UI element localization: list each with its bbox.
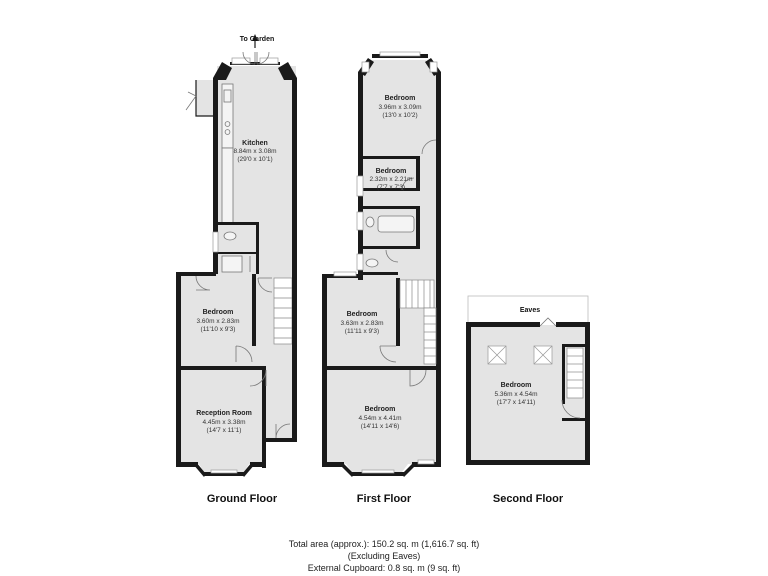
small-bedroom-name: Bedroom [375, 168, 407, 175]
mid-bedroom-metric: 3.63m x 2.83m [340, 320, 384, 327]
ground-bedroom-imperial: (11'10 x 9'3) [200, 326, 236, 333]
rear-bedroom-imperial: (13'0 x 10'2) [382, 112, 418, 119]
front-bedroom-metric: 4.54m x 4.41m [358, 415, 402, 422]
kitchen-imperial: (29'0 x 10'1) [237, 156, 273, 163]
mid-bedroom-imperial: (11'11 x 9'3) [344, 328, 380, 335]
external-cupboard-text: External Cupboard: 0.8 sq. m (9 sq. ft) [307, 563, 461, 573]
kitchen-metric: 8.84m x 3.08m [233, 148, 277, 155]
second-stairs [567, 348, 583, 398]
second-bedroom-name: Bedroom [500, 382, 532, 389]
second-floor-label: Second Floor [492, 493, 564, 505]
first-floor-label: First Floor [356, 493, 412, 505]
kitchen-name: Kitchen [242, 140, 268, 147]
ground-bedroom-name: Bedroom [202, 309, 234, 316]
second-floor-plan [466, 296, 590, 465]
rear-bedroom-metric: 3.96m x 3.09m [378, 104, 422, 111]
ground-stairs [274, 278, 292, 344]
ground-floor-label: Ground Floor [206, 493, 278, 505]
area-summary [0, 538, 768, 574]
reception-metric: 4.45m x 3.38m [202, 419, 246, 426]
small-bedroom-imperial: (7'7 x 7'3) [376, 184, 406, 191]
mid-bedroom-name: Bedroom [346, 311, 378, 318]
front-bedroom-name: Bedroom [364, 406, 396, 413]
second-bedroom-metric: 5.36m x 4.54m [494, 391, 538, 398]
small-bedroom-metric: 2.32m x 2.21m [369, 176, 413, 183]
eaves-label: Eaves [519, 307, 541, 314]
second-bedroom-imperial: (17'7 x 14'11) [496, 399, 536, 406]
reception-imperial: (14'7 x 11'1) [206, 427, 242, 434]
front-bedroom-imperial: (14'11 x 14'6) [360, 423, 400, 430]
excluding-eaves-text: (Excluding Eaves) [347, 551, 421, 561]
reception-name: Reception Room [196, 410, 252, 417]
to-garden-label: To Garden [239, 36, 275, 43]
rear-bedroom-name: Bedroom [384, 95, 416, 102]
total-area-text: Total area (approx.): 150.2 sq. m (1,616.7 sq. ft) [288, 539, 480, 549]
ground-bedroom-metric: 3.60m x 2.83m [196, 318, 240, 325]
